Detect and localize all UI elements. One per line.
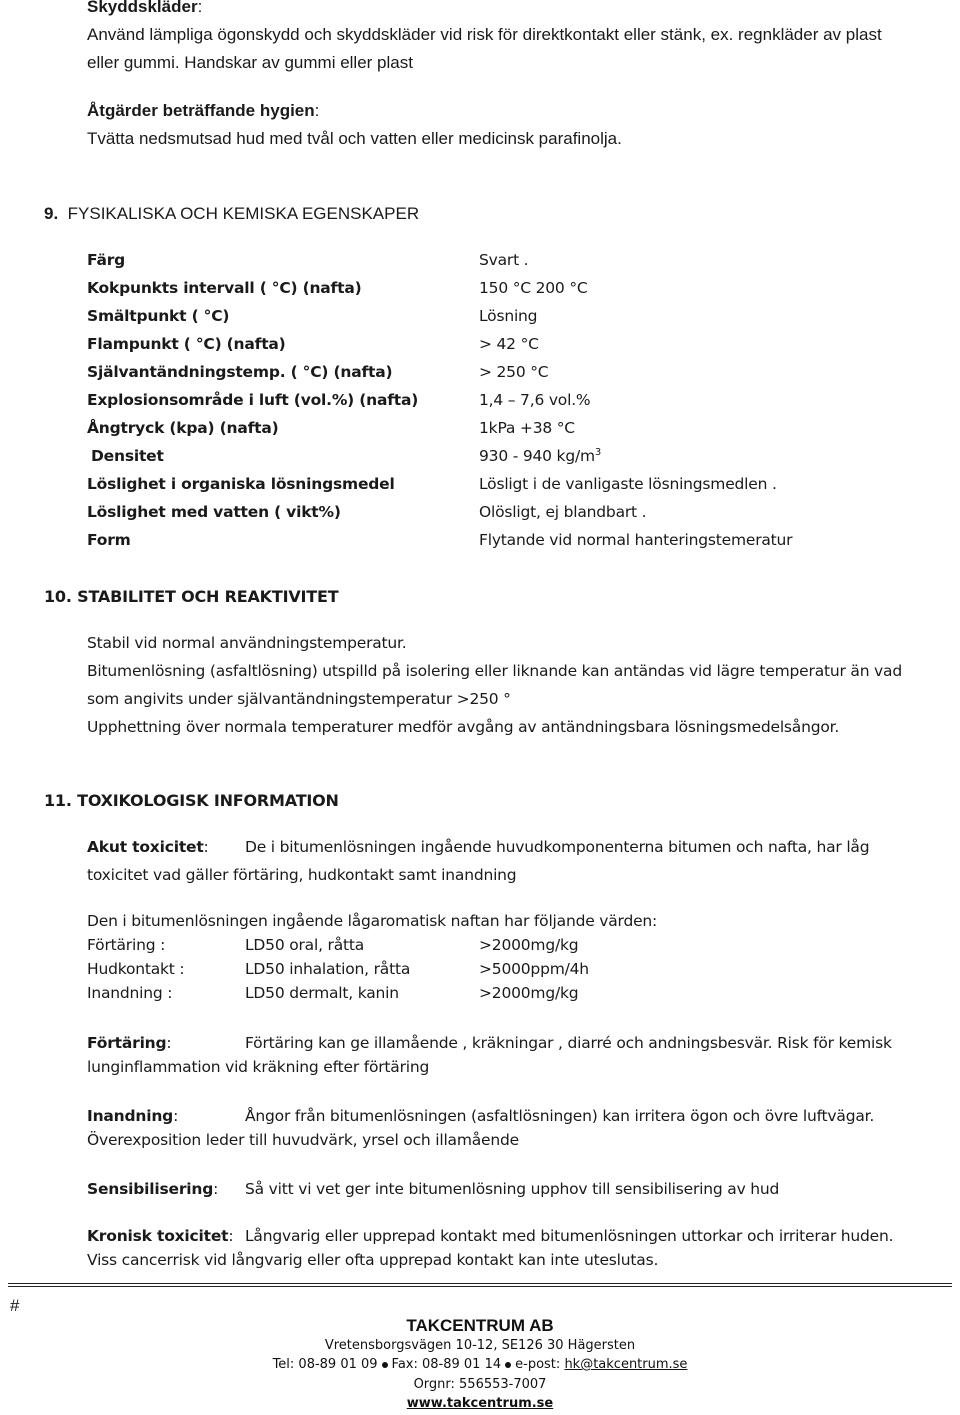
property-label: Kokpunkts intervall ( °C) (nafta) — [87, 279, 362, 297]
hygiene-heading: Åtgärder beträffande hygien: — [87, 101, 320, 120]
inhalation-text-2: Överexposition leder till huvudvärk, yrsel och illamående — [87, 1131, 519, 1149]
ld50-value: >2000mg/kg — [479, 936, 579, 954]
stability-text-1: Stabil vid normal användningstemperatur. — [87, 634, 407, 652]
protective-clothing-text-1: Använd lämpliga ögonskydd och skyddskläder vid risk för direktkontakt eller stänk, ex. regnkläder av plast — [87, 25, 882, 44]
property-label: Ångtryck (kpa) (nafta) — [87, 419, 279, 437]
sensitization-label: Sensibilisering: — [87, 1180, 219, 1198]
ld50-route: Hudkontakt : — [87, 960, 185, 978]
property-value: > 250 °C — [479, 363, 549, 381]
ld50-route: Inandning : — [87, 984, 173, 1002]
ld50-intro: Den i bitumenlösningen ingående lågaromatisk naftan har följande värden: — [87, 912, 658, 930]
section-9-heading: 9. FYSIKALISKA OCH KEMISKA EGENSKAPER — [44, 204, 420, 223]
stability-text-3: som angivits under självantändningstemperatur >250 ° — [87, 690, 511, 708]
property-label: Form — [87, 531, 131, 549]
company-address: Vretensborgsvägen 10-12, SE126 30 Hägersten — [324, 1338, 636, 1353]
property-label: Explosionsområde i luft (vol.%) (nafta) — [87, 391, 419, 409]
acute-toxicity-label: Akut toxicitet: — [87, 838, 209, 856]
ld50-value: >5000ppm/4h — [479, 960, 589, 978]
protective-clothing-text-2: eller gummi. Handskar av gummi eller plast — [87, 53, 413, 72]
property-value: Flytande vid normal hanteringstemeratur — [479, 531, 793, 549]
ld50-route: Förtäring : — [87, 936, 166, 954]
property-value: Olösligt, ej blandbart . — [479, 503, 647, 521]
company-orgnr: Orgnr: 556553-7007 — [413, 1377, 547, 1392]
property-value: Lösning — [479, 307, 538, 325]
acute-toxicity-text-2: toxicitet vad gäller förtäring, hudkontakt samt inandning — [87, 866, 517, 884]
ingestion-text-2: lunginflammation vid kräkning efter förtäring — [87, 1058, 430, 1076]
ld50-value: >2000mg/kg — [479, 984, 579, 1002]
chronic-toxicity-label: Kronisk toxicitet: — [87, 1227, 234, 1245]
ld50-test: LD50 inhalation, råtta — [245, 960, 411, 978]
footer-divider — [8, 1283, 952, 1284]
chronic-toxicity-text-2: Viss cancerrisk vid långvarig eller ofta upprepad kontakt kan inte uteslutas. — [87, 1251, 659, 1269]
ingestion-label: Förtäring: — [87, 1034, 172, 1052]
property-value: Lösligt i de vanligaste lösningsmedlen . — [479, 475, 777, 493]
property-value: > 42 °C — [479, 335, 539, 353]
property-value: 150 °C 200 °C — [479, 279, 588, 297]
property-label: Flampunkt ( °C) (nafta) — [87, 335, 286, 353]
property-label: Färg — [87, 251, 126, 269]
section-11-heading: 11. TOXIKOLOGISK INFORMATION — [44, 791, 339, 810]
property-value: 1,4 – 7,6 vol.% — [479, 391, 591, 409]
email-link[interactable]: hk@takcentrum.se — [564, 1357, 688, 1372]
ingestion-text-1: Förtäring kan ge illamående , kräkningar , diarré och andningsbesvär. Risk för kemisk — [245, 1034, 892, 1052]
email-label: e-post: — [515, 1357, 561, 1372]
property-label: Löslighet med vatten ( vikt%) — [87, 503, 341, 521]
hygiene-text: Tvätta nedsmutsad hud med tvål och vatten eller medicinsk parafinolja. — [87, 129, 622, 148]
footer-divider — [8, 1286, 952, 1287]
acute-toxicity-text-1: De i bitumenlösningen ingående huvudkomponenterna bitumen och nafta, har låg — [245, 838, 870, 856]
page-marker: # — [10, 1296, 20, 1315]
chronic-toxicity-text-1: Långvarig eller upprepad kontakt med bitumenlösningen uttorkar och irriterar huden. — [245, 1227, 894, 1245]
inhalation-label: Inandning: — [87, 1107, 179, 1125]
fax-number: Fax: 08-89 01 14 — [391, 1357, 502, 1372]
protective-clothing-heading: Skyddskläder: — [87, 0, 203, 16]
website-link[interactable]: www.takcentrum.se — [406, 1396, 554, 1411]
bullet-icon — [505, 1362, 511, 1368]
ld50-test: LD50 oral, råtta — [245, 936, 365, 954]
phone-number: Tel: 08-89 01 09 — [272, 1357, 378, 1372]
property-label: Densitet — [91, 447, 164, 465]
ld50-test: LD50 dermalt, kanin — [245, 984, 399, 1002]
property-label: Löslighet i organiska lösningsmedel — [87, 475, 395, 493]
stability-text-2: Bitumenlösning (asfaltlösning) utspilld på isolering eller liknande kan antändas vid lägre temperatur än vad — [87, 662, 902, 680]
section-10-heading: 10. STABILITET OCH REAKTIVITET — [44, 587, 339, 606]
property-label: Smältpunkt ( °C) — [87, 307, 230, 325]
stability-text-4: Upphettning över normala temperaturer medför avgång av antändningsbara lösningsmedelsångor. — [87, 718, 840, 736]
property-value: 1kPa +38 °C — [479, 419, 575, 437]
company-name: TAKCENTRUM AB — [406, 1316, 554, 1335]
inhalation-text-1: Ångor från bitumenlösningen (asfaltlösningen) kan irritera ögon och övre luftvägar. — [245, 1107, 875, 1125]
sensitization-text: Så vitt vi vet ger inte bitumenlösning upphov till sensibilisering av hud — [245, 1180, 780, 1198]
property-value: Svart . — [479, 251, 529, 269]
property-value: 930 - 940 $kg/m^3$ — [479, 447, 602, 466]
bullet-icon — [382, 1362, 388, 1368]
company-contact — [0, 1357, 960, 1372]
property-label: Självantändningstemp. ( °C) (nafta) — [87, 363, 393, 381]
